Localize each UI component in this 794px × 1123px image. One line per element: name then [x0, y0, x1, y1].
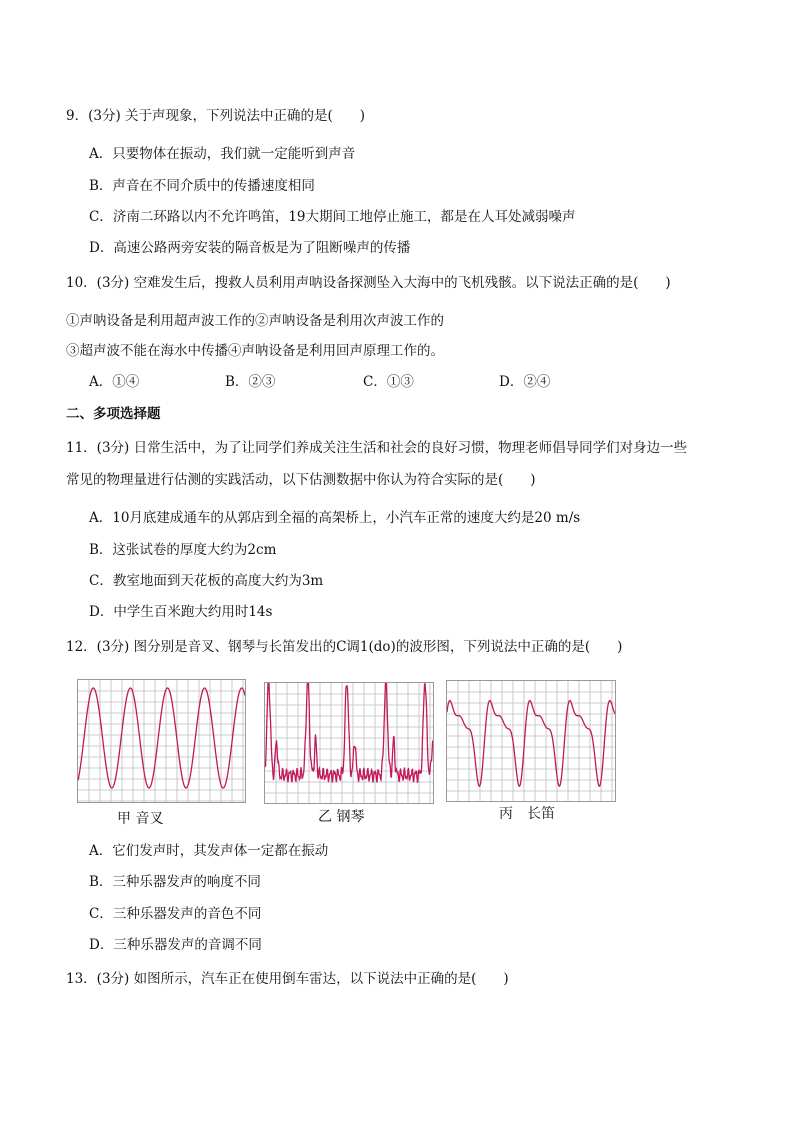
q11-stem-line2: 常见的物理量进行估测的实践活动，以下估测数据中你认为符合实际的是( ) [66, 472, 536, 488]
tuning-fork-wave-curve [78, 688, 245, 788]
q13-stem: 13．(3分) 如图所示，汽车正在使用倒车雷达，以下说法中正确的是( ) [66, 971, 509, 987]
q10-option-c: C．①③ [363, 374, 414, 390]
q9-option-b: B．声音在不同介质中的传播速度相同 [89, 178, 315, 194]
q9-stem: 9．(3分) 关于声现象，下列说法中正确的是( ) [66, 108, 366, 124]
q10-option-a: A．①④ [89, 374, 140, 390]
q12-option-a: A．它们发声时，其发声体一定都在振动 [89, 843, 329, 859]
q11-stem-line1: 11．(3分) 日常生活中，为了让同学们养成关注生活和社会的良好习惯，物理老师倡导同学们对身边一些 [66, 440, 688, 456]
q10-stem: 10．(3分) 空难发生后，搜救人员利用声呐设备探测坠入大海中的飞机残骸。以下说法正确的是( ) [66, 275, 671, 291]
tuning-fork-waveform-graph [78, 680, 245, 802]
q10-statement-2: ③超声波不能在海水中传播④声呐设备是利用回声原理工作的。 [66, 343, 444, 359]
q11-option-c: C．教室地面到天花板的高度大约为3m [89, 573, 324, 589]
q11-option-a: A．10月底建成通车的从郭店到全福的高架桥上，小汽车正常的速度大约是20 m/s [89, 510, 581, 526]
waveform-flute [446, 680, 616, 802]
q11-option-b: B．这张试卷的厚度大约为2cm [89, 542, 277, 558]
waveform-tuning-fork [77, 679, 246, 803]
q10-statement-1: ①声呐设备是利用超声波工作的②声呐设备是利用次声波工作的 [66, 313, 444, 329]
q12-option-b: B．三种乐器发声的响度不同 [89, 874, 261, 890]
q10-option-d: D．②④ [499, 374, 551, 390]
q10-option-b: B．②③ [225, 374, 276, 390]
q10-options-row [0, 373, 794, 391]
q12-option-d: D．三种乐器发声的音调不同 [89, 937, 262, 953]
q9-option-d: D．高速公路两旁安装的隔音板是为了阻断噪声的传播 [89, 240, 411, 256]
caption-piano: 乙 钢琴 [318, 809, 365, 825]
section-heading-multiple-choice: 二、多项选择题 [66, 406, 161, 422]
waveform-piano [264, 682, 434, 804]
flute-waveform-graph [447, 681, 615, 801]
q9-option-c: C．济南二环路以内不允许鸣笛，19大期间工地停止施工，都是在人耳处减弱噪声 [89, 209, 576, 225]
caption-flute: 丙 长笛 [499, 806, 555, 822]
caption-tuning-fork: 甲 音叉 [117, 811, 164, 827]
q12-option-c: C．三种乐器发声的音色不同 [89, 906, 262, 922]
q9-option-a: A．只要物体在振动，我们就一定能听到声音 [89, 146, 356, 162]
piano-waveform-graph [265, 683, 433, 803]
q11-option-d: D．中学生百米跑大约用时14s [89, 604, 273, 620]
q12-stem: 12．(3分) 图分别是音叉、钢琴与长笛发出的C调1(do)的波形图，下列说法中正确的是( ) [66, 639, 623, 655]
